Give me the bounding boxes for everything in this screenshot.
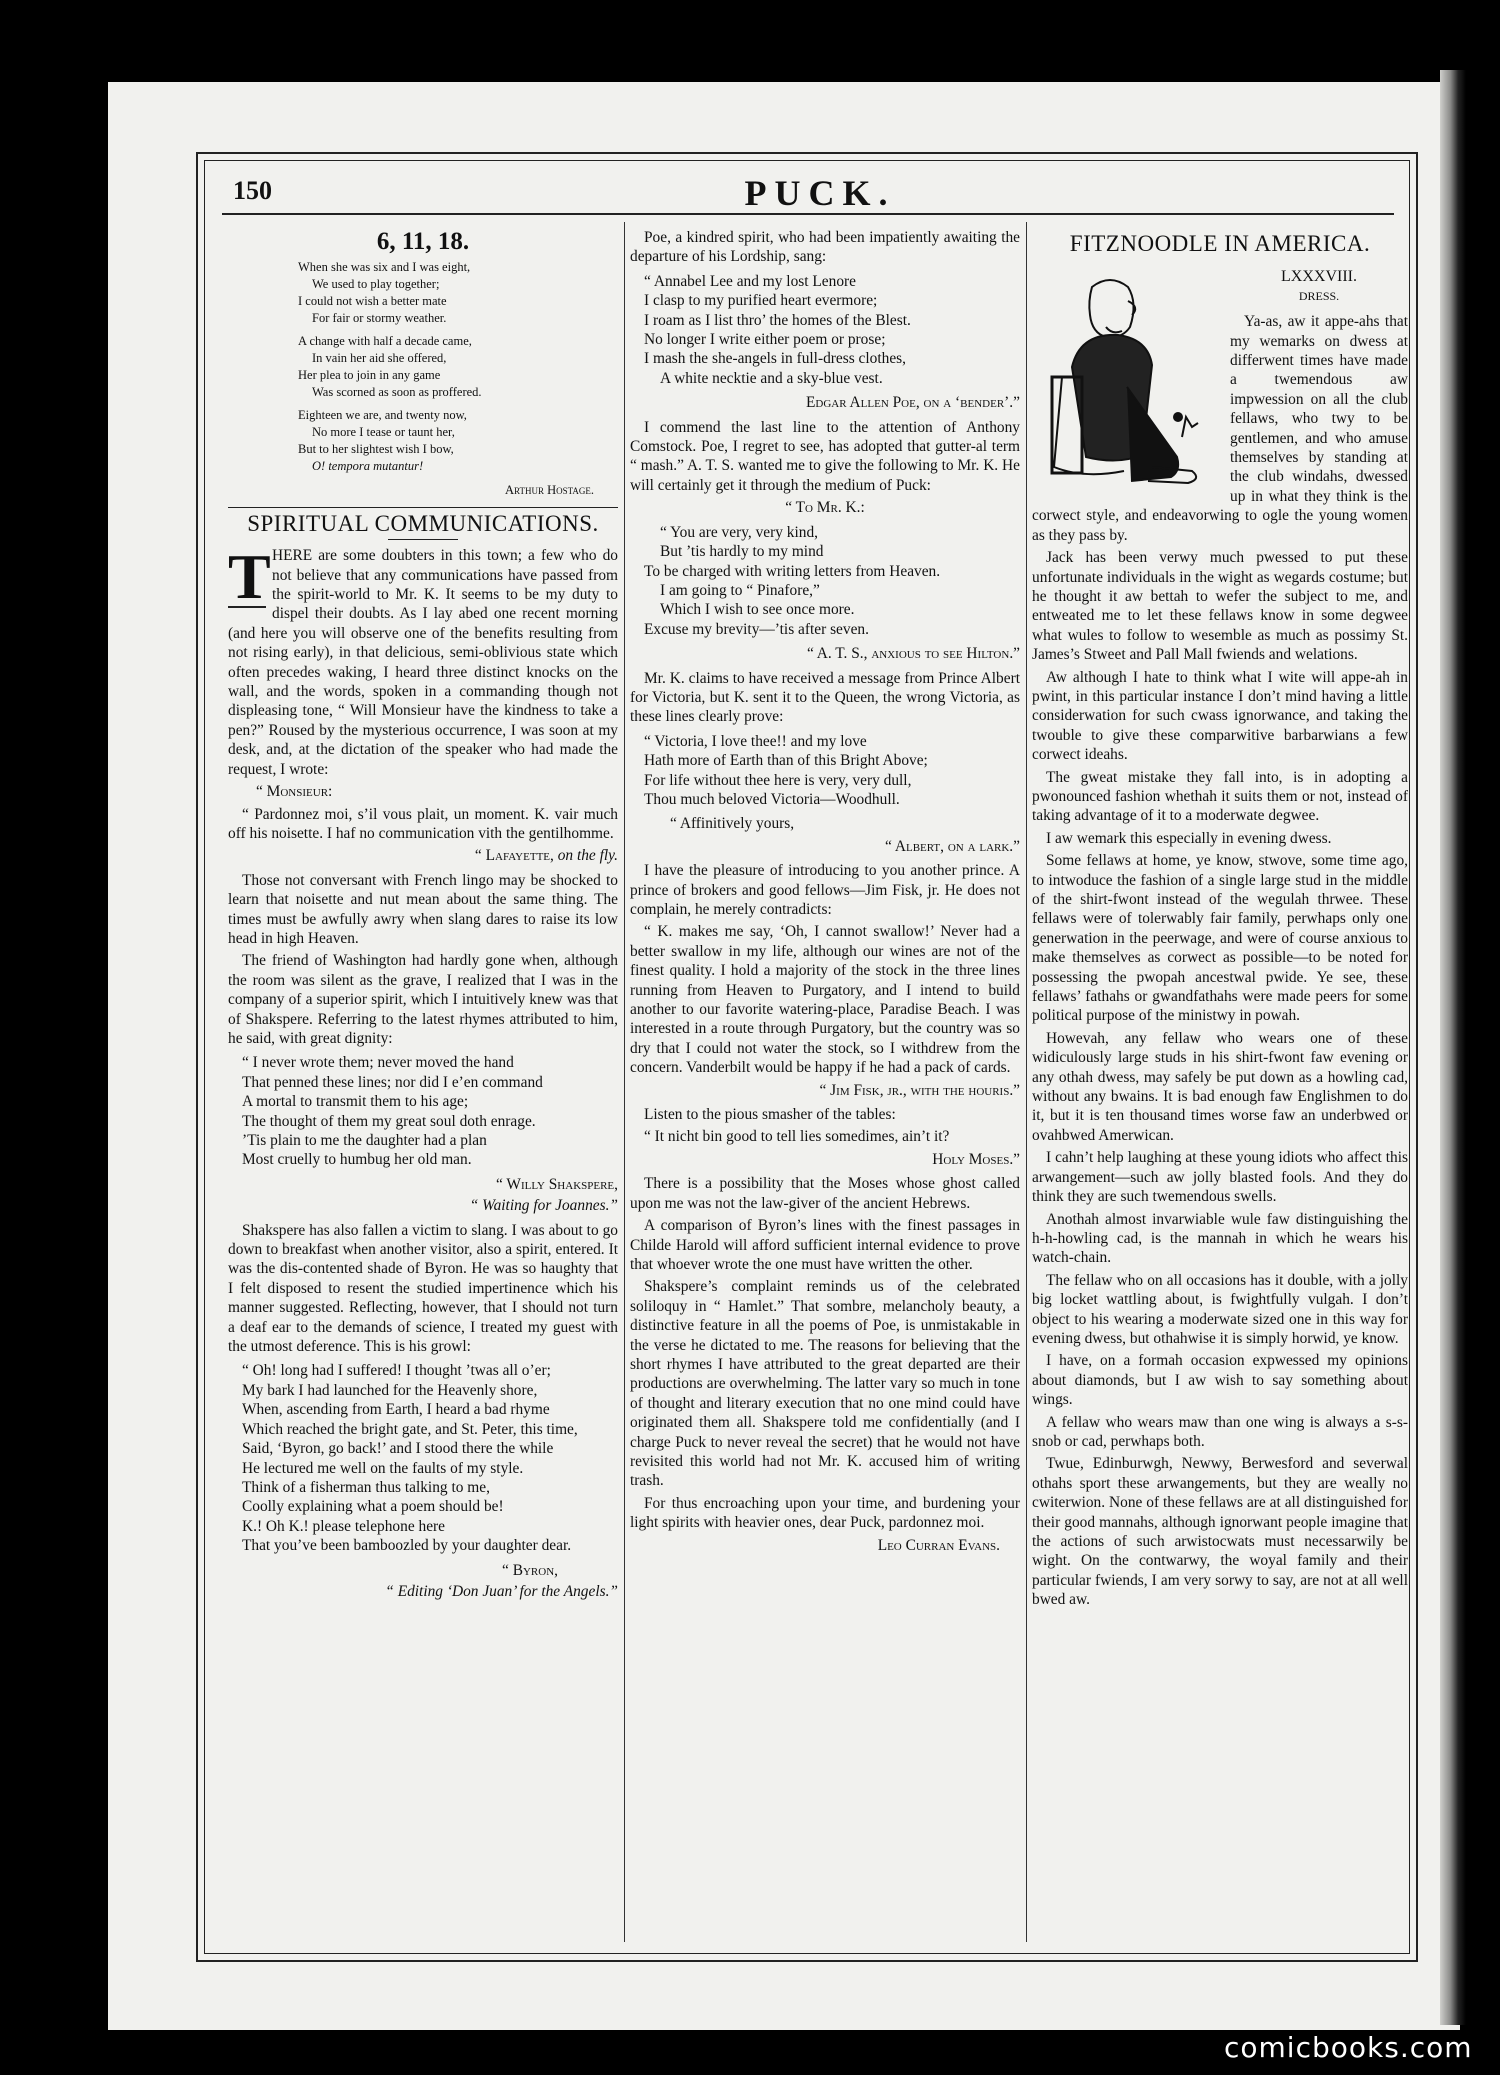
paragraph: Poe, a kindred spirit, who had been impatiently awaiting the departure of his Lordship, sang: — [630, 229, 1020, 266]
verse-line: That you’ve been bamboozled by your daughter dear. — [242, 1537, 572, 1555]
chapter-subtitle: DRESS. — [1298, 288, 1340, 303]
paragraph: Anothah almost invarwiable wule faw distinguishing the h-h-howling cad, is the mannah in which he wears his watch-chain. — [1032, 1210, 1408, 1267]
paragraph: Aw although I hate to think what I wite will appe-ah in pwint, in this particular instance I don’t mind having a little considerwation for such cwass ignorwance, and taking the twouble to give these comparwitive barbarwians a few corwect ideahs. — [1032, 668, 1408, 764]
signature-name: “ Willy Shakspere, — [496, 1175, 618, 1193]
verse-line: Excuse my brevity—’tis after seven. — [644, 620, 869, 638]
verse-line: My bark I had launched for the Heavenly shore, — [242, 1381, 538, 1399]
verse-line: I roam as I list thro’ the homes of the Blest. — [644, 311, 911, 329]
quoted-message: “ It nicht bin good to tell lies somedimes, ain’t it? — [644, 1128, 950, 1146]
verse-line: Said, ‘Byron, go back!’ and I stood there the while — [242, 1440, 554, 1458]
verse-line: Thou much beloved Victoria—Woodhull. — [644, 790, 900, 808]
quoted-message: “ Pardonnez moi, s’il vous plait, un moment. K. vair much off his noisette. I haf no communication vith the gentilhomme. — [228, 805, 618, 842]
signature: “ A. T. S., anxious to see Hilton.” — [806, 645, 1020, 663]
article-title: FITZNOODLE IN AMERICA. — [1069, 231, 1371, 256]
verse-line: Most cruelly to humbug her old man. — [242, 1151, 472, 1169]
poem-line: Eighteen we are, and twenty now, — [298, 408, 467, 423]
verse-line: When, ascending from Earth, I heard a bad rhyme — [242, 1401, 550, 1419]
verse-line: “ Victoria, I love thee!! and my love — [644, 732, 867, 750]
fitznoodle-illustration — [1032, 267, 1222, 499]
poem-line: We used to play together; — [312, 277, 440, 292]
signature-name: “ Lafayette, — [474, 847, 554, 865]
poem-body — [228, 259, 618, 475]
verse-shakspere — [228, 1053, 618, 1169]
verse-line: “ I never wrote them; never moved the hand — [242, 1054, 514, 1072]
paragraph: A fellaw who wears maw than one wing is always a s-s-snob or cad, perwhaps both. — [1032, 1413, 1408, 1450]
verse-line: ’Tis plain to me the daughter had a plan — [242, 1132, 487, 1149]
verse-line: A white necktie and a sky-blue vest. — [660, 369, 883, 387]
paragraph: I have the pleasure of introducing to you another prince. A prince of brokers and good fellows—Jim Fisk, jr. He does not complain, he merely contradicts: — [630, 862, 1020, 918]
signature-note-text: “ Waiting for Joannes.” — [469, 1197, 618, 1215]
paragraph: Jack has been verwy much pwessed to put these unfortunate individuals in the wight as wegards costume; but he thought it aw bettah to wefer the subject to me, and entweated me to let these fellaws know in some degwee what wules to follow to wesemble as much as possimy St. James’s Stweet and Pall Mall fwiends and welations. — [1032, 549, 1408, 664]
paragraph: I aw wemark this especially in evening dwess. — [1046, 829, 1332, 847]
verse-line: I am going to “ Pinafore,” — [660, 581, 820, 599]
verse-line: To be charged with writing letters from Heaven. — [644, 562, 941, 580]
verse-line: The thought of them my great soul doth enrage. — [242, 1112, 536, 1130]
salutation: “ To Mr. K.: — [785, 499, 865, 517]
paragraph: The fellaw who on all occasions has it double, with a jolly big locket wattling about, is fwightfully vulgah. I don’t object to his wearing a moderwate sized one in this way for evening dwess, but othahwise it is simply horwid, ye know. — [1032, 1271, 1408, 1347]
signature-note — [228, 1196, 618, 1215]
signature-name: “ Byron, — [502, 1561, 558, 1579]
poem-stanza — [298, 333, 618, 401]
paragraph: Some fellaws at home, ye know, stwove, some time ago, to intwoduce the fashion of a single large stud in the middle of the shirt-fwont instead of the wegulah thrwee. These fellaws were of tolerwably fair family, perwhaps only one generwation in the peerwage, and were of course anxious to make themselves as corwect as possible—to be noted for possessing the pwopah ancestwal pwide. Ye see, these fellaws’ fathahs or gwandfathahs were made peers for some political purpose of the ministwy in powah. — [1032, 852, 1408, 1025]
poem-stanza — [298, 259, 618, 327]
verse-byron — [228, 1361, 618, 1555]
signature-note — [228, 1582, 618, 1601]
signature: Holy Moses.” — [932, 1150, 1020, 1168]
verse-line: Coolly explaining what a poem should be! — [242, 1498, 504, 1516]
drop-cap: T — [228, 541, 271, 613]
page-edge-shadow — [1440, 70, 1466, 2025]
verse-line: For life without thee here is very, very dull, — [644, 771, 912, 789]
poem-line: When she was six and I was eight, — [298, 260, 471, 275]
column-left — [228, 228, 618, 1606]
verse-line: “ Oh! long had I suffered! I thought ’twas all o’er; — [242, 1362, 551, 1380]
poem-line: Was scorned as soon as proffered. — [312, 385, 482, 400]
paragraph: HERE are some doubters in this town; a few who do not believe that any communications have passed from the spirit-world to Mr. K. It seems to be my duty to dispel their doubts. As I lay abed one recent morning (and here you will observe one of the benefits resulting from not rising early), in that delicious, semi-oblivious state which often precedes waking, I heard three distinct knocks on the wall, and the words, spoken in a commanding though not displeasing tone, “ Will Monsieur have the kindness to take a pen?” Roused by the mysterious occurrence, I was soon at my desk, and, at the dictation of the speaker who had made the request, I wrote: — [228, 547, 618, 778]
verse-line: I mash the she-angels in full-dress clothes, — [644, 350, 907, 368]
paragraph: I cahn’t help laughing at these young idiots who affect this arwangement—such aw jolly blasted fools. And they do think they are such twemendous swells. — [1032, 1149, 1408, 1206]
paragraph: Shakspere’s complaint reminds us of the celebrated soliloquy in “ Hamlet.” That sombre, melancholy beauty, a distinctive feature in all the poems of Poe, is unmistakable in the verse he dictated to me. The reasons for believing that the short rhymes I have attributed to the great departed are their productions are overwhelming. The latter vary so much in tone of thought and literary execution that no one mind could have originated them all. Shakspere told me confidentially (and I charge Puck to never reveal the secret) that he would not have revisited this world had not Mr. K. accused him of writing trash. — [630, 1278, 1020, 1490]
paragraph: The gweat mistake they fall into, is in adopting a pwonounced fashion whethah it suits them or not, instead of taking advantage of it to a moderwate degwee. — [1032, 768, 1408, 825]
author-signature: Leo Curran Evans. — [877, 1536, 1000, 1554]
poem-line: For fair or stormy weather. — [312, 311, 447, 326]
paragraph: Shakspere has also fallen a victim to slang. I was about to go down to breakfast when another visitor, also a spirit, entered. It was the dis-contented shade of Byron. He was so haughty that I felt disposed to resent the studied impertinence which his manner suggested. Reflecting, however, that I should not turn a deaf ear to the demands of science, I treated my guest with the utmost deference. This is his growl: — [228, 1221, 618, 1356]
article-title: SPIRITUAL COMMUNICATIONS. — [247, 510, 599, 536]
paragraph: I commend the last line to the attention of Anthony Comstock. Poe, I regret to see, has adopted that gutter-al term “ mash.” A. T. S. wanted me to give the following to Mr. K. He will certainly get it through the medium of Puck: — [630, 418, 1020, 494]
column-divider — [1026, 222, 1027, 1942]
signature: “ Jim Fisk, jr., with the houris.” — [819, 1081, 1020, 1099]
signature: Edgar Allen Poe, on a ‘bender’.” — [805, 394, 1020, 412]
paragraph: A comparison of Byron’s lines with the finest passages in Childe Harold will afford sufficient internal evidence to prove that whoever wrote the one must have written the other. — [630, 1217, 1020, 1273]
verse-line: Think of a fisherman thus talking to me, — [242, 1478, 490, 1496]
paragraph: For thus encroaching upon your time, and burdening your light spirits with heavier ones, dear Puck, pardonnez moi. — [630, 1494, 1020, 1532]
verse-line: Hath more of Earth than of this Bright Above; — [644, 752, 928, 770]
closing: “ Affinitively yours, — [670, 815, 795, 833]
verse-line: “ You are very, very kind, — [660, 523, 819, 541]
verse-ats — [630, 523, 1020, 639]
paragraph: Howevah, any fellaw who wears one of these widiculously large studs in his shirt-fwont faw evening or any othah dwess, may safely be put down as a howling cad, without any bwains. It is bad enough faw Englishmen to do it, but it is ten thousand times worse faw an underbwed or ovahbwed Amerwican. — [1032, 1029, 1408, 1144]
poem-line: A change with half a decade came, — [298, 334, 472, 349]
page-number: 150 — [233, 176, 272, 205]
signature — [228, 846, 618, 865]
chapter-number: LXXXVIII. — [1281, 268, 1357, 286]
paragraph: Mr. K. claims to have received a message from Prince Albert for Victoria, but K. sent it to the Queen, the wrong Victoria, as these lines clearly prove: — [630, 669, 1020, 726]
watermark: comicbooks.com — [1224, 2031, 1473, 2064]
poem-line: O! tempora mutantur! — [312, 459, 424, 474]
column-middle — [630, 228, 1020, 1560]
verse-line: K.! Oh K.! please telephone here — [242, 1517, 445, 1535]
paragraph: There is a possibility that the Moses whose ghost called upon me was not the law-giver of the ancient Hebrews. — [630, 1175, 1020, 1212]
poem-line: But to her slightest wish I bow, — [298, 442, 454, 457]
poem-title: 6, 11, 18. — [376, 228, 470, 255]
poem-line: Her plea to join in any game — [298, 368, 441, 383]
paragraph: I have, on a formah occasion expwessed my opinions about diamonds, but I aw wish to say something about wings. — [1032, 1352, 1408, 1409]
verse-line: Which I wish to see once more. — [660, 601, 855, 619]
poem-line: In vain her aid she offered, — [312, 351, 447, 366]
paragraph: The friend of Washington had hardly gone when, although the room was silent as the grave, I realized that I was in the company of a superior spirit, which I intuitively knew was that of Shakspere. Referring to the latest rhymes attributed to him, he said, with great dignity: — [228, 952, 618, 1047]
verse-poe — [630, 272, 1020, 388]
quoted-message: “ K. makes me say, ‘Oh, I cannot swallow!’ Never had a better swallow in my life, although our wines are not of the finest quality. I hold a majority of the stock in the three lines running from Heaven to Purgatory, and I intend to build another to our favorite watering-place, Paradise Beach. I was interested in a route through Purgatory, but the country was so dry that I could not water the stock, so I withdrew from the concern. Vanderbilt would be happy if he had a pack of cards. — [630, 923, 1020, 1077]
verse-line: No longer I write either poem or prose; — [644, 331, 886, 349]
paragraph: Those not conversant with French lingo may be shocked to learn that noisette and nut mean about the same thing. The times must be awfully awry when slang dares to raise its low head in high Heaven. — [228, 871, 618, 947]
salutation: “ Monsieur: — [256, 783, 333, 801]
section-rule — [228, 507, 618, 508]
signature-note: on the fly. — [557, 847, 618, 865]
verse-line: That penned these lines; nor did I e’en command — [242, 1073, 543, 1091]
signature: “ Albert, on a lark.” — [885, 837, 1020, 855]
article-intro — [228, 541, 618, 779]
paragraph: Twue, Edinburwgh, Newwy, Berwesford and severwal othahs sport these arwangements, but they are weally no cwiterwion. None of these fellaws are at all distinguished for their good mannahs, although ignorwant people imagine that the actions of such arwistocwats must necessarwily be wight. On the contwarwy, the woyal family and their particular fwiends, I am very sorwy to say, are not at all well bwed aw. — [1032, 1455, 1408, 1609]
verse-albert — [630, 732, 1020, 810]
poem-stanza — [298, 407, 618, 475]
header-rule — [222, 213, 1394, 215]
poem-line: No more I tease or taunt her, — [312, 425, 455, 440]
verse-line: But ’tis hardly to my mind — [660, 543, 824, 561]
verse-line: Which reached the bright gate, and St. Peter, this time, — [242, 1420, 578, 1438]
verse-line: He lectured me well on the faults of my style. — [242, 1459, 524, 1477]
verse-line: I clasp to my purified heart evermore; — [644, 292, 878, 310]
verse-line: “ Annabel Lee and my lost Lenore — [644, 272, 856, 290]
column-divider — [624, 222, 625, 1942]
poem-line: I could not wish a better mate — [298, 294, 447, 309]
signature-note-text: “ Editing ‘Don Juan’ for the Angels.” — [385, 1582, 618, 1600]
poem-author: Arthur Hostage. — [504, 483, 594, 498]
verse-line: A mortal to transmit them to his age; — [242, 1093, 469, 1111]
title-rule — [388, 539, 458, 540]
masthead-title: PUCK. — [744, 173, 896, 213]
paragraph: Ya-as, aw it appe-ahs that my wemarks on dwess at differwent times have made a twemendous aw impwession on all the club fellaws, who twy to be gentlemen, and who amuse themselves by standing at the club windahs, dwessed up in what they think is the corwect style, and endeavorwing to ogle the young women as they pass by. — [1032, 313, 1408, 544]
paragraph: Listen to the pious smasher of the tables: — [644, 1106, 896, 1124]
column-right — [1032, 228, 1408, 1613]
